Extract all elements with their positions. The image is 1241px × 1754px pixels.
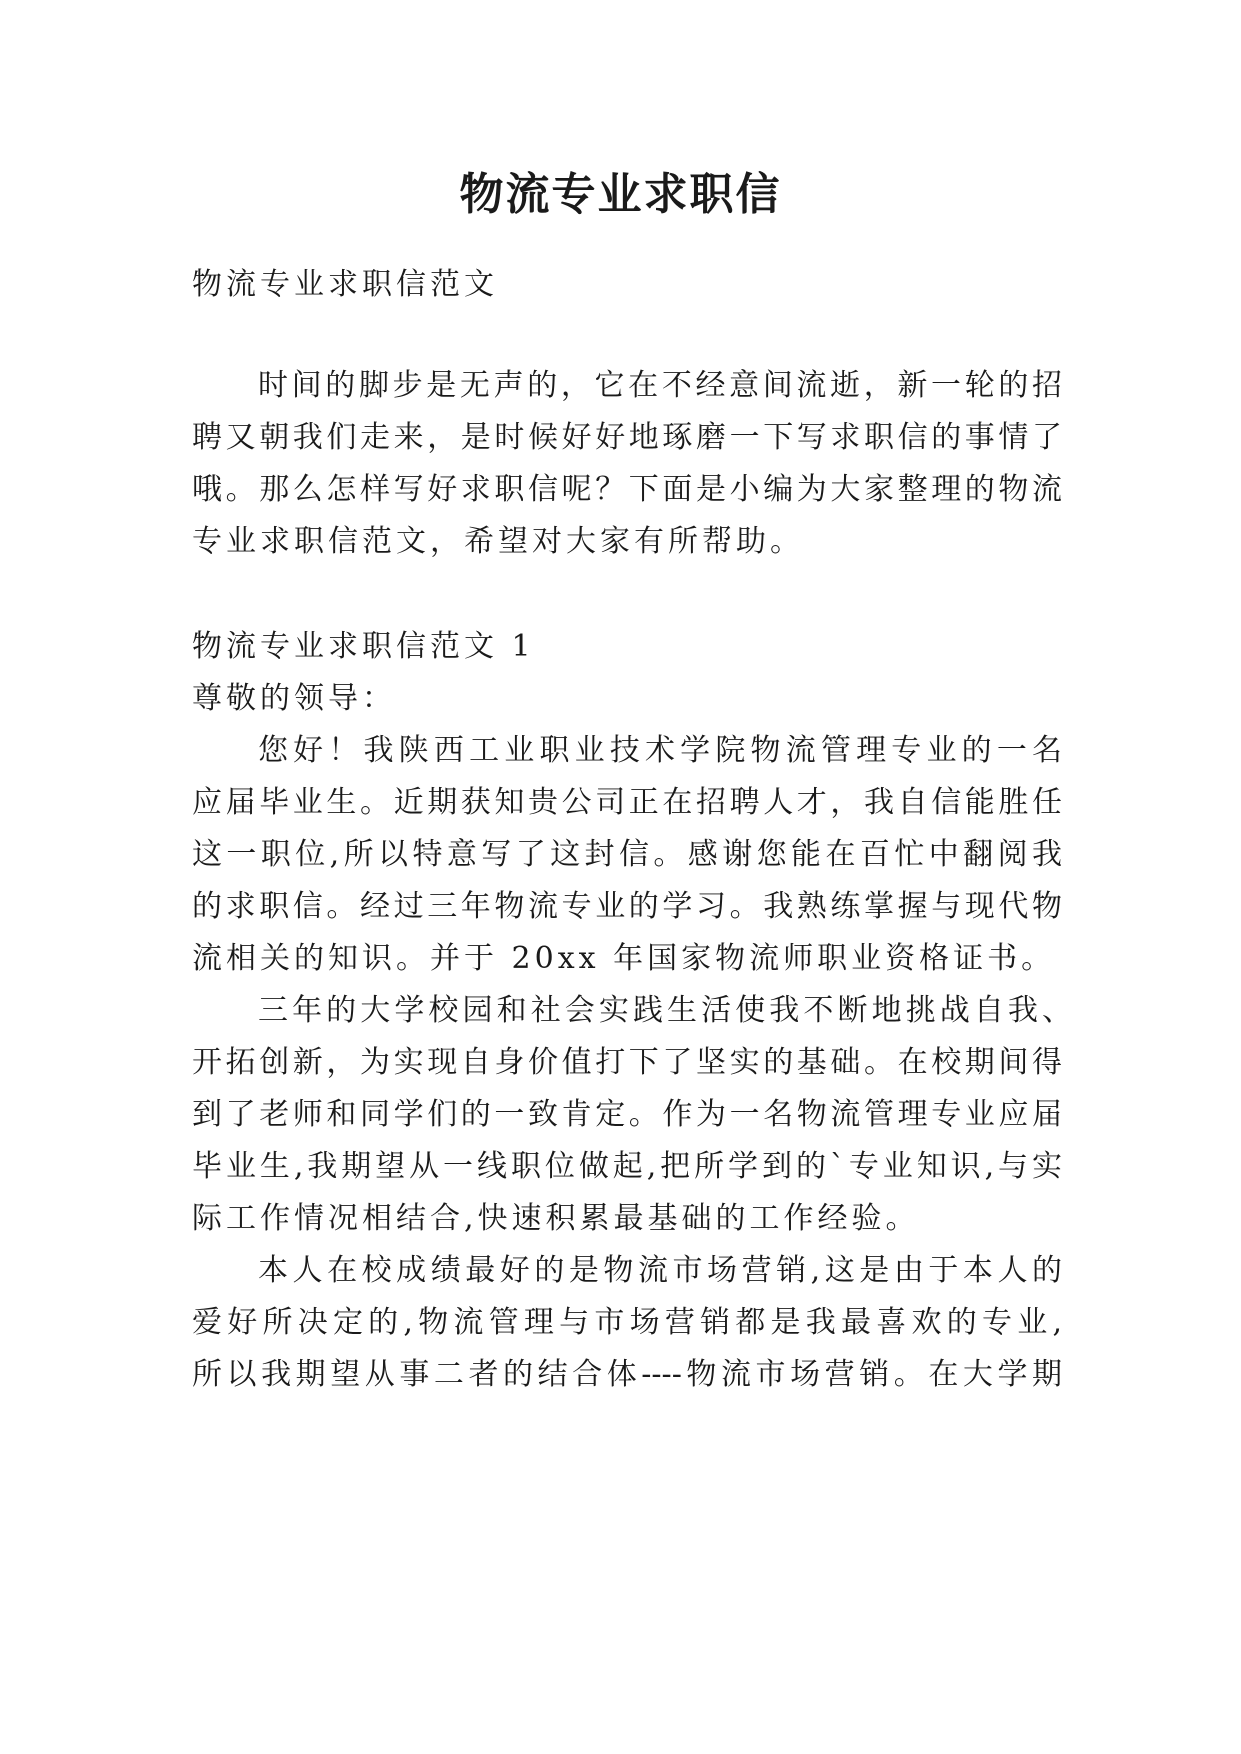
body-line: 所以我期望从事二者的结合体----物流市场营销。在大学期 bbox=[192, 1357, 1062, 1392]
body-line: 的求职信。经过三年物流专业的学习。我熟练掌握与现代物 bbox=[192, 889, 1062, 924]
body-line: 应届毕业生。近期获知贵公司正在招聘人才，我自信能胜任 bbox=[192, 785, 1062, 820]
body-line: 三年的大学校园和社会实践生活使我不断地挑战自我、 bbox=[258, 993, 1072, 1028]
body-line: 爱好所决定的,物流管理与市场营销都是我最喜欢的专业, bbox=[192, 1305, 1062, 1340]
intro-line: 时间的脚步是无声的，它在不经意间流逝，新一轮的招 bbox=[258, 368, 1062, 403]
body-line: 流相关的知识。并于 20xx 年国家物流师职业资格证书。 bbox=[192, 941, 1056, 976]
body-line: 您好！我陕西工业职业技术学院物流管理专业的一名 bbox=[258, 733, 1062, 768]
body-line: 际工作情况相结合,快速积累最基础的工作经验。 bbox=[192, 1201, 920, 1236]
intro-line: 哦。那么怎样写好求职信呢？下面是小编为大家整理的物流 bbox=[192, 472, 1062, 507]
body-line: 开拓创新，为实现自身价值打下了坚实的基础。在校期间得 bbox=[192, 1045, 1062, 1080]
body-line: 这一职位,所以特意写了这封信。感谢您能在百忙中翻阅我 bbox=[192, 837, 1062, 872]
intro-line: 聘又朝我们走来，是时候好好地琢磨一下写求职信的事情了 bbox=[192, 420, 1062, 455]
document-title: 物流专业求职信 bbox=[459, 169, 782, 220]
section-heading: 物流专业求职信范文 1 bbox=[192, 629, 535, 664]
body-line: 本人在校成绩最好的是物流市场营销,这是由于本人的 bbox=[258, 1253, 1062, 1288]
salutation: 尊敬的领导： bbox=[192, 681, 396, 716]
body-line: 到了老师和同学们的一致肯定。作为一名物流管理专业应届 bbox=[192, 1097, 1062, 1132]
intro-line: 专业求职信范文，希望对大家有所帮助。 bbox=[192, 524, 804, 559]
body-line: 毕业生,我期望从一线职位做起,把所学到的`专业知识,与实 bbox=[192, 1149, 1062, 1184]
document-subtitle: 物流专业求职信范文 bbox=[192, 267, 498, 302]
